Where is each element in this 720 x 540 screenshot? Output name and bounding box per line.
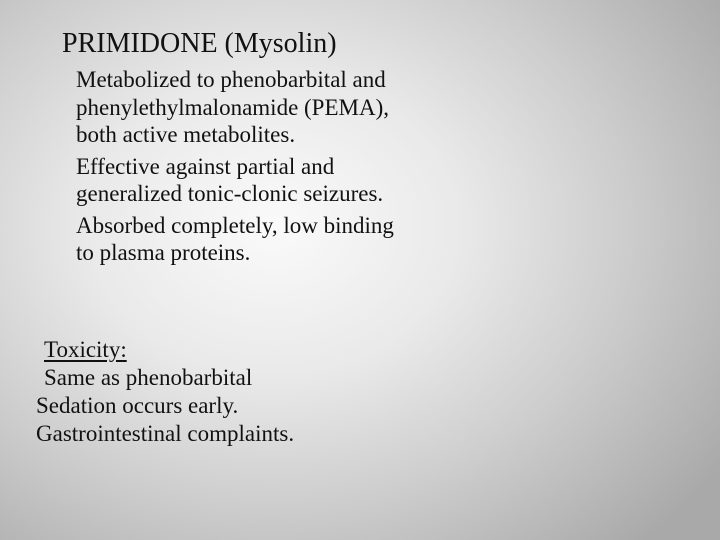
- bullet-line: Absorbed completely, low binding: [76, 212, 394, 238]
- bullet-item-efficacy: [76, 153, 394, 208]
- toxicity-item: Sedation occurs early.: [36, 393, 239, 418]
- bullet-line: generalized tonic-clonic seizures.: [76, 181, 384, 206]
- bullet-item-metabolism: [76, 66, 394, 149]
- toxicity-section: [36, 336, 294, 448]
- slide-title: PRIMIDONE (Mysolin): [62, 28, 337, 59]
- bullet-list: [76, 66, 394, 271]
- bullet-line: phenylethylmalonamide (PEMA),: [76, 94, 389, 120]
- bullet-line: both active metabolites.: [76, 122, 296, 147]
- bullet-line: Metabolized to phenobarbital and: [76, 67, 386, 92]
- bullet-line: to plasma proteins.: [76, 240, 251, 265]
- toxicity-item: Same as phenobarbital: [44, 365, 253, 390]
- toxicity-heading: Toxicity:: [44, 337, 127, 362]
- bullet-item-absorption: [76, 212, 394, 267]
- toxicity-item: Gastrointestinal complaints.: [36, 421, 295, 446]
- bullet-line: Effective against partial and: [76, 153, 335, 179]
